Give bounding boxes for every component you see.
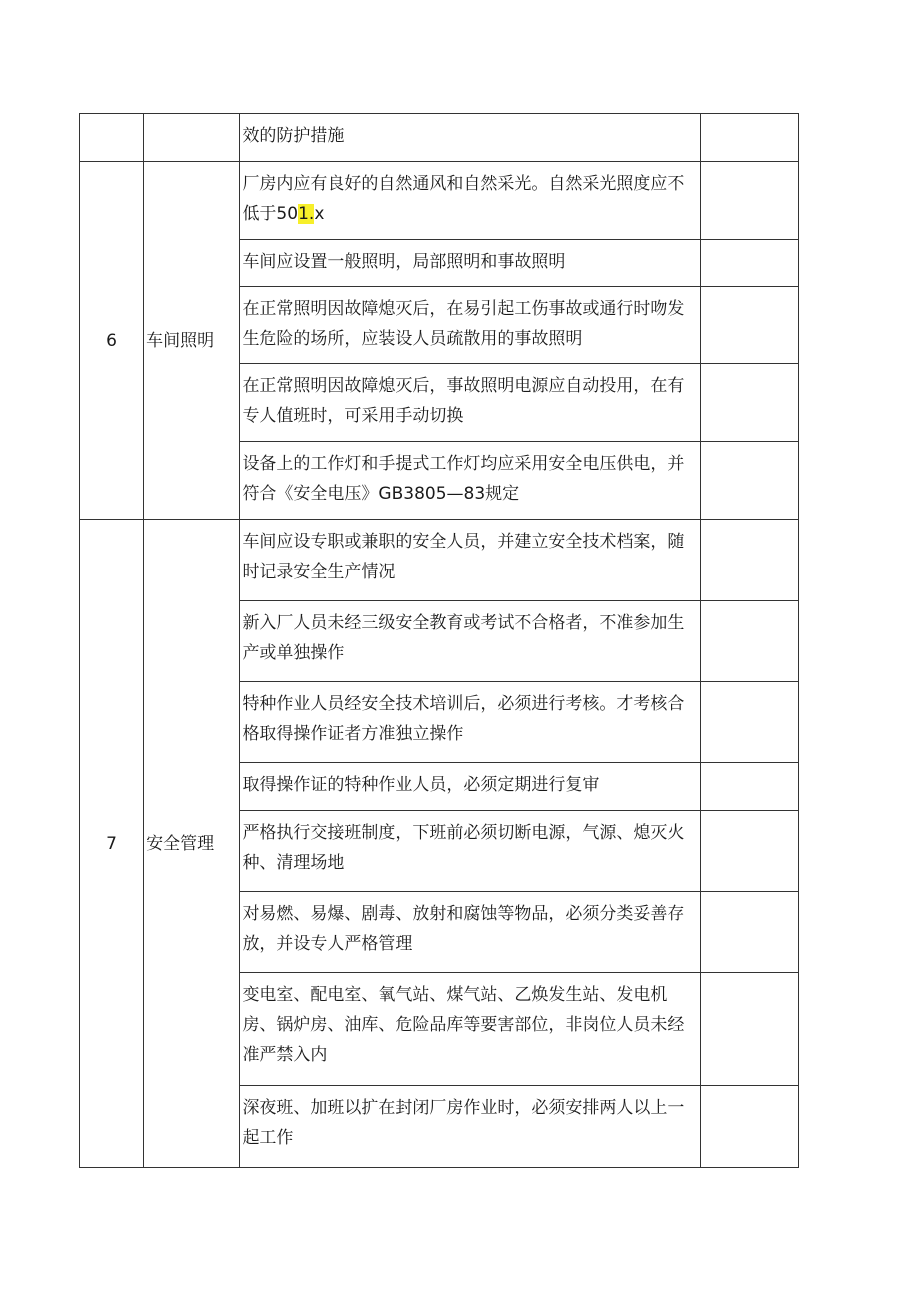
table-row xyxy=(80,520,799,601)
requirement-text: 在正常照明因故障熄灭后，在易引起工伤事故或通行时吻发生危险的场所，应装设人员疏散用的事故照明 xyxy=(242,299,685,349)
check-cell xyxy=(700,364,798,442)
check-cell xyxy=(700,240,798,287)
requirement-text: 设备上的工作灯和手提式工作灯均应采用安全电压供电，并符合《安全电压》GB3805—83规定 xyxy=(242,454,685,504)
requirement-cell xyxy=(240,973,700,1086)
requirement-cell xyxy=(240,240,700,287)
requirement-cell xyxy=(240,287,700,364)
requirement-text: 车间应设专职或兼职的安全人员，并建立安全技术档案，随时记录安全生产情况 xyxy=(242,532,685,582)
check-cell xyxy=(700,442,798,520)
check-cell xyxy=(700,892,798,973)
requirement-text: 在正常照明因故障熄灭后，事故照明电源应自动投用，在有专人值班时，可采用手动切换 xyxy=(242,376,685,426)
requirement-cell xyxy=(240,520,700,601)
category-cell xyxy=(144,114,240,162)
number-cell xyxy=(80,114,144,162)
requirement-text: 车间应设置一般照明，局部照明和事故照明 xyxy=(242,252,566,272)
table-row xyxy=(80,162,799,240)
check-cell xyxy=(700,162,798,240)
requirement-cell xyxy=(240,114,700,162)
check-cell xyxy=(700,811,798,892)
check-cell xyxy=(700,287,798,364)
requirement-text: 特种作业人员经安全技术培训后，必须进行考核。才考核合格取得操作证者方准独立操作 xyxy=(242,694,685,744)
requirement-text: 新入厂人员未经三级安全教育或考试不合格者，不准参加生产或单独操作 xyxy=(242,613,685,663)
check-cell xyxy=(700,973,798,1086)
requirement-text: 深夜班、加班以扩在封闭厂房作业时，必须安排两人以上一起工作 xyxy=(242,1098,685,1148)
requirement-text-part: 厂房内应有良好的自然通风和自然采光。自然采光照度应不低于50 xyxy=(242,174,685,224)
requirement-cell xyxy=(240,682,700,763)
requirement-cell xyxy=(240,811,700,892)
requirement-cell xyxy=(240,364,700,442)
section-category: 车间照明 xyxy=(144,162,240,520)
check-cell xyxy=(700,520,798,601)
section-number: 6 xyxy=(80,162,144,520)
requirement-text: 变电室、配电室、氧气站、煤气站、乙焕发生站、发电机房、锅炉房、油库、危险品库等要害部位，非岗位人员未经准严禁入内 xyxy=(242,985,685,1065)
requirement-cell xyxy=(240,601,700,682)
requirement-cell xyxy=(240,763,700,811)
requirement-text: 对易燃、易爆、剧毒、放射和腐蚀等物品，必须分类妥善存放，并设专人严格管理 xyxy=(242,904,685,954)
check-cell xyxy=(700,114,798,162)
requirement-cell xyxy=(240,1086,700,1168)
requirement-text: 严格执行交接班制度，下班前必须切断电源，气源、熄灭火种、清理场地 xyxy=(242,823,685,873)
safety-checklist-table xyxy=(79,113,799,1168)
requirement-cell xyxy=(240,162,700,240)
section-number: 7 xyxy=(80,520,144,1168)
highlighted-text: 1. xyxy=(298,204,315,224)
requirement-text-part: x xyxy=(314,204,325,224)
check-cell xyxy=(700,601,798,682)
requirement-text xyxy=(242,162,695,229)
check-cell xyxy=(700,1086,798,1168)
check-cell xyxy=(700,763,798,811)
section-category: 安全管理 xyxy=(144,520,240,1168)
table-row xyxy=(80,114,799,162)
check-cell xyxy=(700,682,798,763)
requirement-cell xyxy=(240,892,700,973)
requirement-text: 取得操作证的特种作业人员，必须定期进行复审 xyxy=(242,775,600,795)
requirement-cell xyxy=(240,442,700,520)
requirement-text: 效的防护措施 xyxy=(242,126,345,146)
